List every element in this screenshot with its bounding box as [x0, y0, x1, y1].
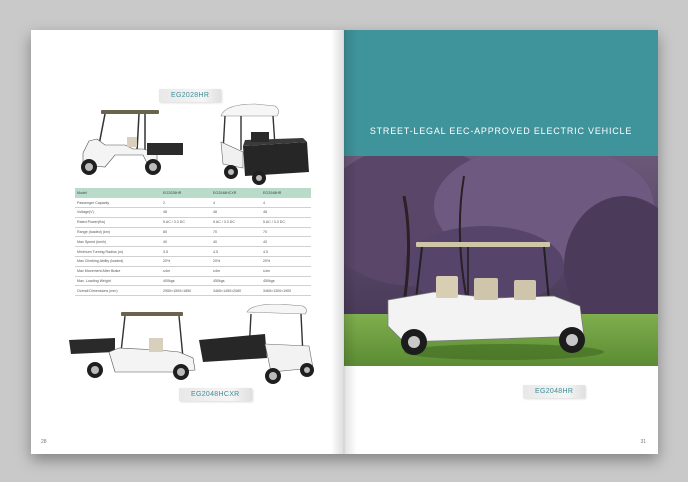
model-tag-photo: EG2048HR	[523, 385, 585, 398]
spec-cell: 48	[261, 208, 311, 218]
spec-cell: 5 AC / 3.3 DC	[211, 217, 261, 227]
table-row	[75, 237, 311, 247]
page-number-right: 31	[640, 439, 646, 445]
left-page	[31, 30, 344, 454]
spec-cell: 20%	[161, 257, 211, 267]
spec-cell: 2	[161, 198, 211, 208]
cart-image-eg2028hr-side	[75, 105, 187, 183]
spec-cell: 4.5	[261, 247, 311, 257]
right-page	[344, 30, 658, 454]
page-title: STREET-LEGAL EEC-APPROVED ELECTRIC VEHICLE	[369, 126, 633, 136]
table-row	[75, 217, 311, 227]
spec-label: Overall Dimensions (mm)	[75, 286, 161, 296]
table-row	[75, 247, 311, 257]
title-banner	[344, 30, 658, 156]
spec-cell: 3465×1300×1900	[261, 286, 311, 296]
spec-cell: 40	[261, 237, 311, 247]
table-row	[75, 257, 311, 267]
spec-cell: 70	[261, 227, 311, 237]
spec-label: Voltage(V)	[75, 208, 161, 218]
model-tag-bottom: EG2048HCXR	[179, 388, 252, 401]
spec-cell: 4	[261, 198, 311, 208]
spec-cell: 4	[211, 198, 261, 208]
spec-header-eg2048hcxr: EG2048HCXR	[211, 188, 261, 198]
spec-cell: 450kgs	[261, 276, 311, 286]
hero-photo-eg2048hr	[344, 156, 658, 366]
table-row	[75, 286, 311, 296]
spec-cell: 3465×1450×2080	[211, 286, 261, 296]
spec-label: Max Climbing Ability (loaded)	[75, 257, 161, 267]
brochure-spread	[31, 30, 658, 454]
spec-cell: ≤4m	[261, 266, 311, 276]
spec-label: Max Speed (km/h)	[75, 237, 161, 247]
spec-table	[75, 188, 311, 296]
model-tag-top: EG2028HR	[159, 89, 221, 102]
table-row	[75, 198, 311, 208]
table-row	[75, 266, 311, 276]
spec-cell: ≤4m	[211, 266, 261, 276]
spec-cell: 70	[211, 227, 261, 237]
spec-cell: 4.5	[211, 247, 261, 257]
cart-image-eg2048hcxr-side	[69, 308, 205, 386]
spec-cell: 48	[211, 208, 261, 218]
table-row	[75, 208, 311, 218]
spec-cell: 80	[161, 227, 211, 237]
spec-cell: 2950×1500×1850	[161, 286, 211, 296]
spec-table-header-row	[75, 188, 311, 198]
spec-cell: 3.5	[161, 247, 211, 257]
spec-cell: 400kgs	[161, 276, 211, 286]
table-row	[75, 227, 311, 237]
spec-label: Max Movement After Brake	[75, 266, 161, 276]
spec-cell: 5 AC / 3.3 DC	[161, 217, 211, 227]
cart-image-eg2048hcxr-rear	[199, 304, 317, 392]
table-row	[75, 276, 311, 286]
page-number-left: 28	[41, 439, 47, 445]
spec-cell: ≤4m	[161, 266, 211, 276]
spec-label: Range (loaded) (km)	[75, 227, 161, 237]
spec-header-model: Model	[75, 188, 161, 198]
spec-label: Max. Loading Weight	[75, 276, 161, 286]
spec-cell: 40	[161, 237, 211, 247]
spec-cell: 20%	[261, 257, 311, 267]
spec-cell: 5 AC / 3.3 DC	[261, 217, 311, 227]
spec-label: Passenger Capacity	[75, 198, 161, 208]
spec-label: Rated Power(Kw)	[75, 217, 161, 227]
spec-cell: 20%	[211, 257, 261, 267]
spec-cell: 48	[161, 208, 211, 218]
spec-cell: 450kgs	[211, 276, 261, 286]
spec-label: Minimum Turning Radius (m)	[75, 247, 161, 257]
cart-image-eg2028hr-rear	[215, 102, 315, 186]
spec-cell: 40	[211, 237, 261, 247]
spec-header-eg2028hr: EG2028HR	[161, 188, 211, 198]
spec-header-eg2048hr: EG2048HR	[261, 188, 311, 198]
